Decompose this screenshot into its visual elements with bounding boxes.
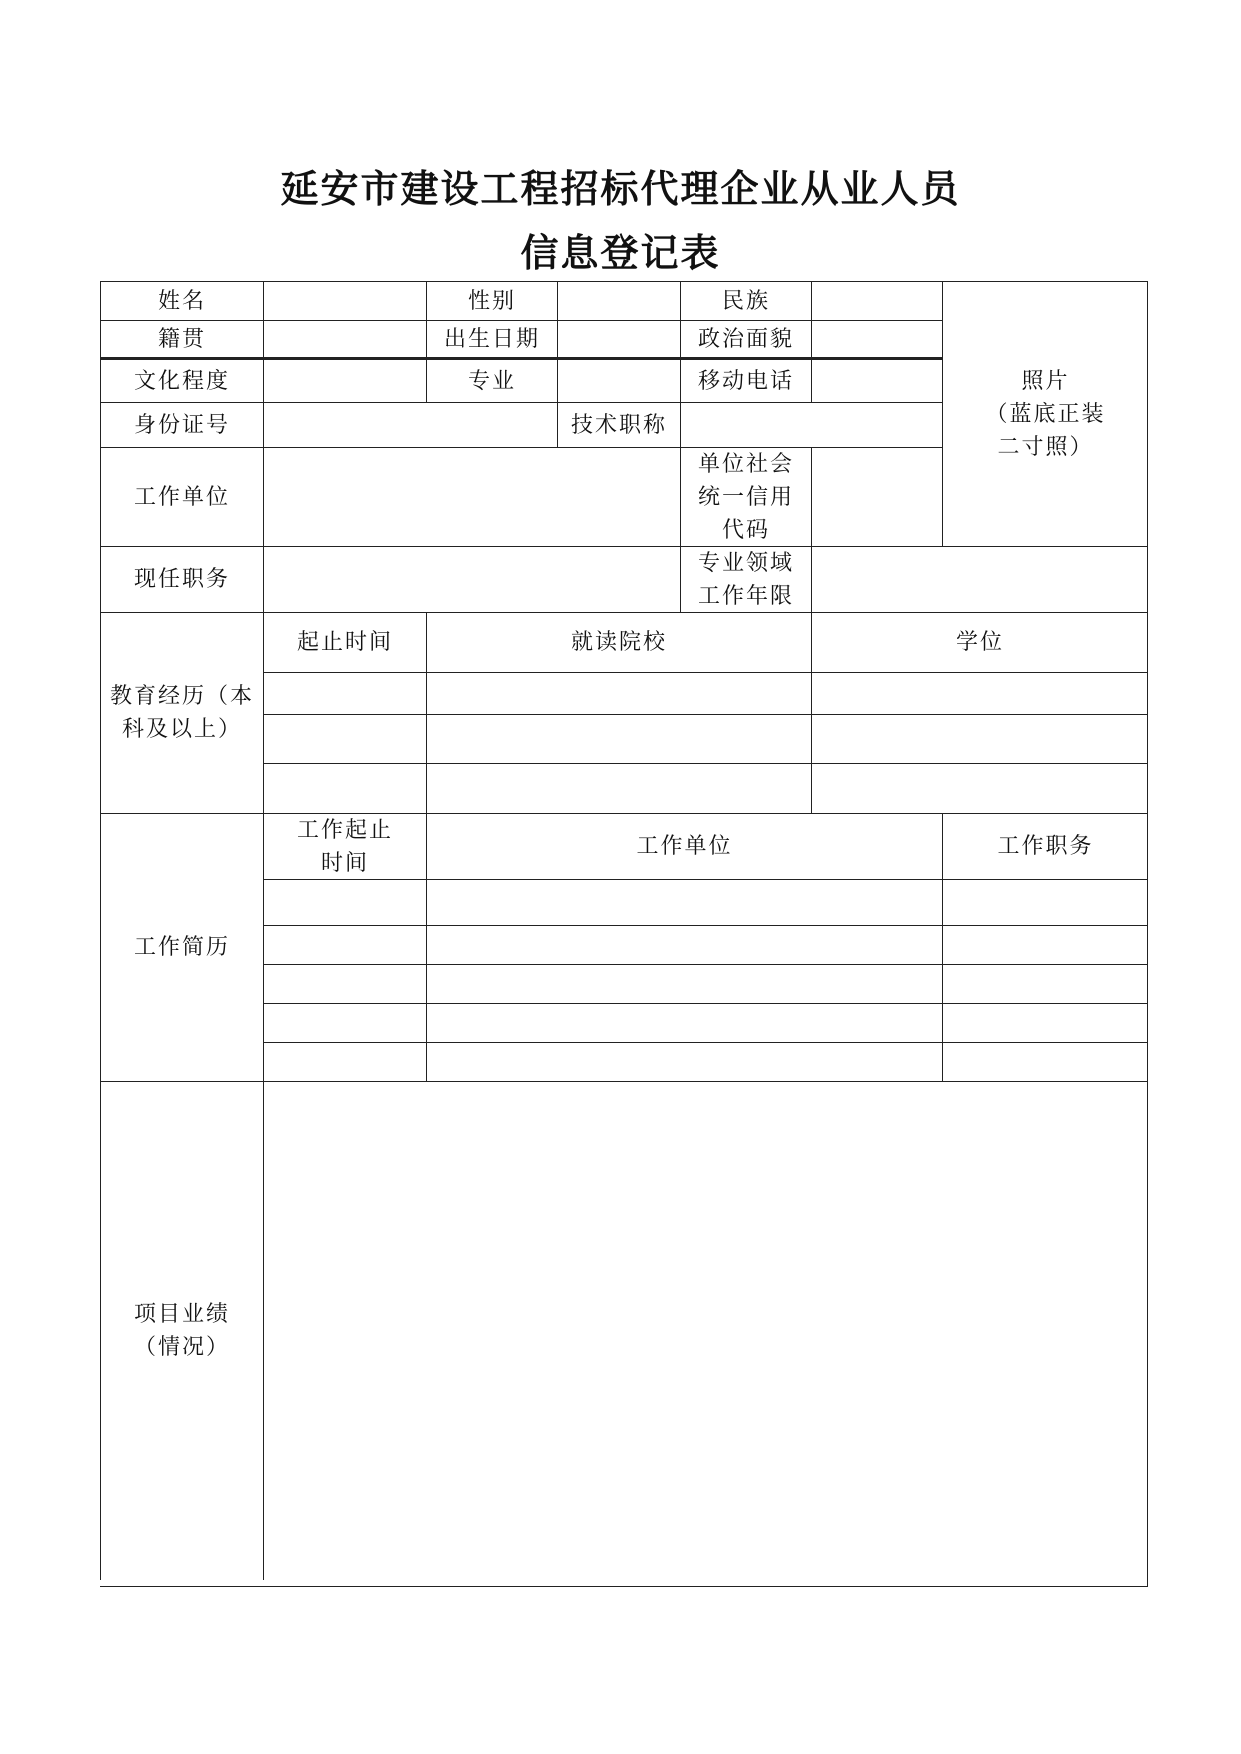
label-credit-code: 单位社会 统一信用 代码 xyxy=(680,447,811,546)
label-native-place: 籍贯 xyxy=(100,320,263,359)
input-native-place[interactable] xyxy=(263,320,426,359)
edu-header-school: 就读院校 xyxy=(426,612,811,672)
input-current-position[interactable] xyxy=(263,546,680,612)
input-name[interactable] xyxy=(263,281,426,320)
label-education-level: 文化程度 xyxy=(100,359,263,402)
input-field-years[interactable] xyxy=(811,546,1148,612)
work-unit-cell[interactable] xyxy=(426,1003,942,1042)
label-political-status: 政治面貌 xyxy=(680,320,811,359)
label-tech-title: 技术职称 xyxy=(557,402,680,447)
label-performance: 项目业绩 （情况） xyxy=(100,1081,263,1580)
work-period-cell[interactable] xyxy=(263,925,426,964)
edu-header-period: 起止时间 xyxy=(263,612,426,672)
work-position-cell[interactable] xyxy=(942,1042,1148,1081)
input-major[interactable] xyxy=(557,359,680,402)
input-ethnicity[interactable] xyxy=(811,281,942,320)
work-header-unit: 工作单位 xyxy=(426,813,942,879)
label-mobile: 移动电话 xyxy=(680,359,811,402)
label-ethnicity: 民族 xyxy=(680,281,811,320)
work-position-cell[interactable] xyxy=(942,964,1148,1003)
edu-school-cell[interactable] xyxy=(426,763,811,813)
edu-period-cell[interactable] xyxy=(263,672,426,714)
work-position-cell[interactable] xyxy=(942,925,1148,964)
form-title: 延安市建设工程招标代理企业从业人员 xyxy=(280,167,961,211)
edu-school-cell[interactable] xyxy=(426,672,811,714)
work-header-position: 工作职务 xyxy=(942,813,1148,879)
work-position-cell[interactable] xyxy=(942,879,1148,925)
label-id-number: 身份证号 xyxy=(100,402,263,447)
label-gender: 性别 xyxy=(426,281,557,320)
work-position-cell[interactable] xyxy=(942,1003,1148,1042)
work-header-period: 工作起止 时间 xyxy=(263,813,426,879)
photo-box[interactable]: 照片 （蓝底正装 二寸照） xyxy=(942,281,1148,546)
label-education: 教育经历（本 科及以上） xyxy=(100,612,263,813)
input-tech-title[interactable] xyxy=(680,402,942,447)
label-name: 姓名 xyxy=(100,281,263,320)
registration-table xyxy=(100,281,1148,1587)
work-period-cell[interactable] xyxy=(263,879,426,925)
input-id-number[interactable] xyxy=(263,402,557,447)
label-major: 专业 xyxy=(426,359,557,402)
label-work-unit: 工作单位 xyxy=(100,447,263,546)
label-work-history: 工作简历 xyxy=(100,813,263,1081)
edu-degree-cell[interactable] xyxy=(811,714,1148,763)
form-subtitle: 信息登记表 xyxy=(520,231,721,275)
work-unit-cell[interactable] xyxy=(426,879,942,925)
input-work-unit[interactable] xyxy=(263,447,680,546)
work-period-cell[interactable] xyxy=(263,1003,426,1042)
edu-header-degree: 学位 xyxy=(811,612,1148,672)
input-education-level[interactable] xyxy=(263,359,426,402)
work-unit-cell[interactable] xyxy=(426,925,942,964)
edu-degree-cell[interactable] xyxy=(811,763,1148,813)
label-current-position: 现任职务 xyxy=(100,546,263,612)
work-period-cell[interactable] xyxy=(263,1042,426,1081)
label-birth-date: 出生日期 xyxy=(426,320,557,359)
input-mobile[interactable] xyxy=(811,359,942,402)
input-credit-code[interactable] xyxy=(811,447,942,546)
input-birth-date[interactable] xyxy=(557,320,680,359)
label-field-years: 专业领域 工作年限 xyxy=(680,546,811,612)
work-unit-cell[interactable] xyxy=(426,964,942,1003)
work-period-cell[interactable] xyxy=(263,964,426,1003)
work-unit-cell[interactable] xyxy=(426,1042,942,1081)
edu-period-cell[interactable] xyxy=(263,714,426,763)
edu-period-cell[interactable] xyxy=(263,763,426,813)
input-gender[interactable] xyxy=(557,281,680,320)
edu-school-cell[interactable] xyxy=(426,714,811,763)
input-political-status[interactable] xyxy=(811,320,942,359)
input-performance[interactable] xyxy=(263,1081,1148,1580)
edu-degree-cell[interactable] xyxy=(811,672,1148,714)
